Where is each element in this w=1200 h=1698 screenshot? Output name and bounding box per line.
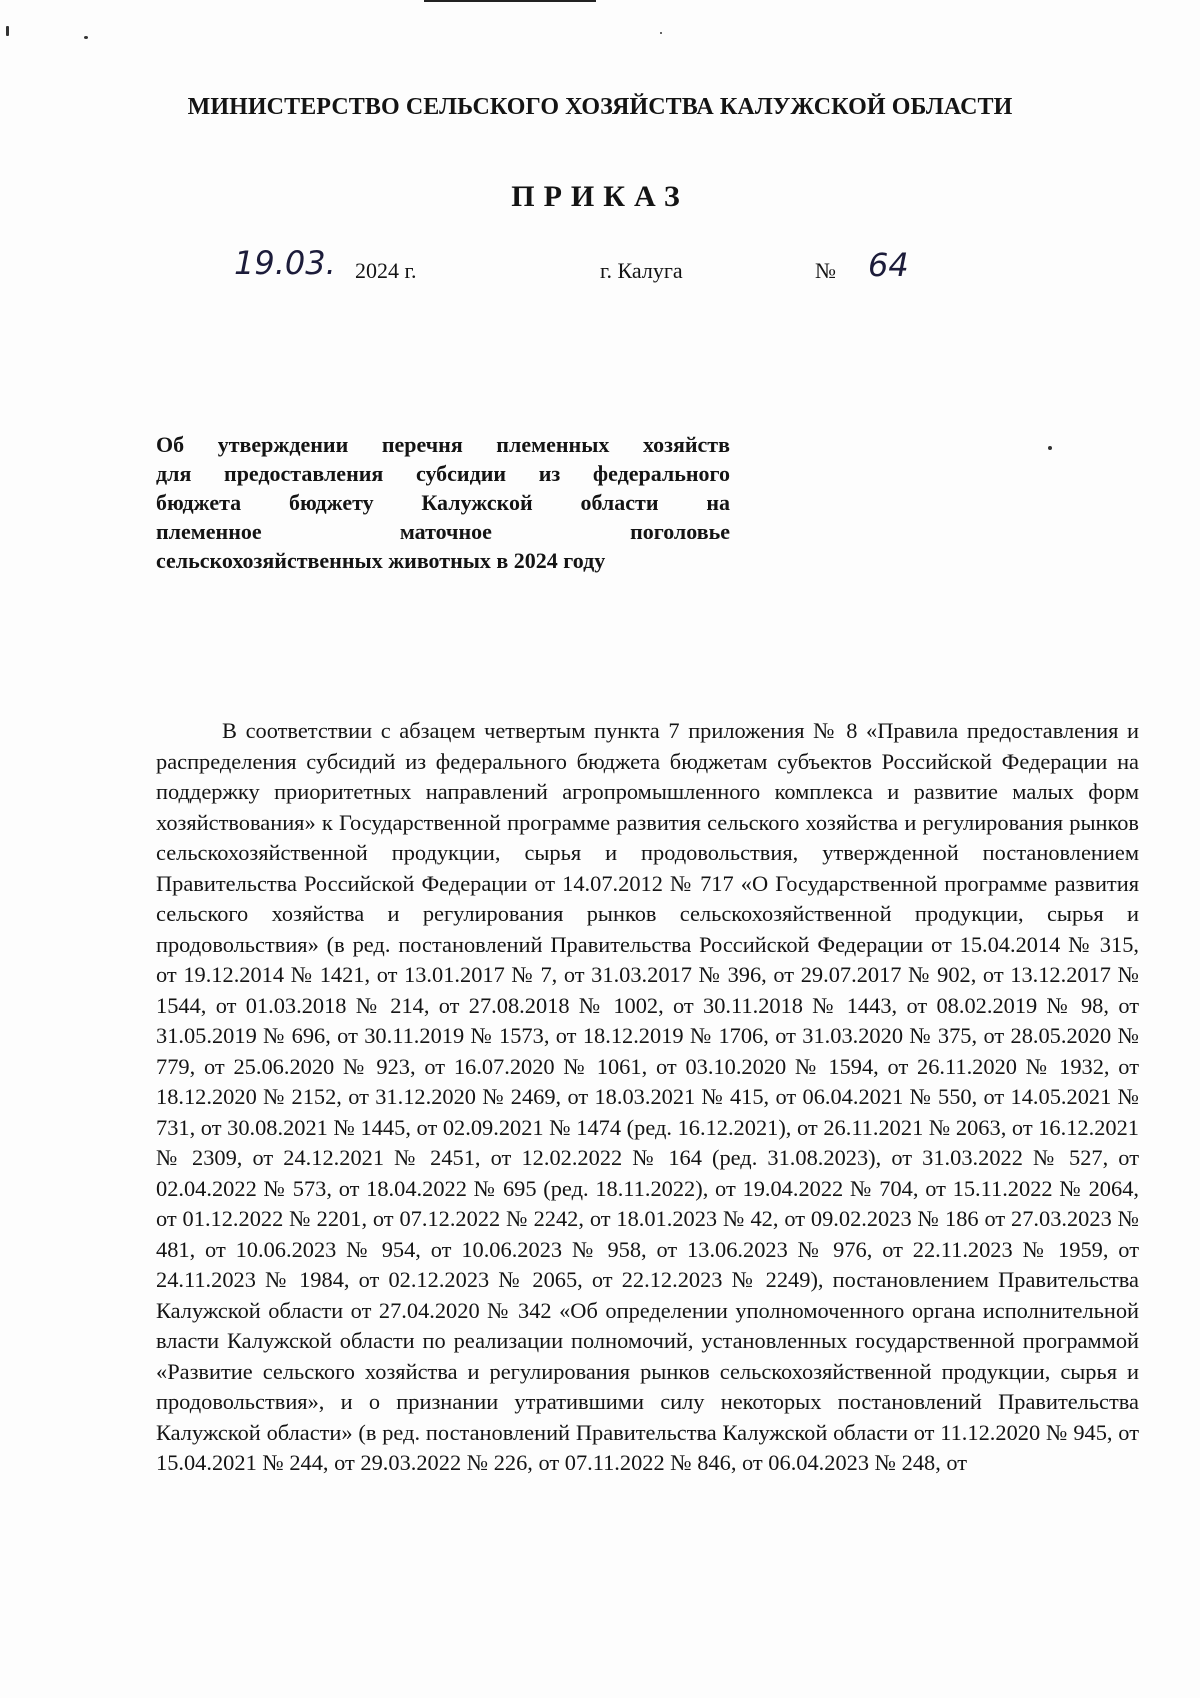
- scan-speck: [660, 32, 662, 34]
- document-subject: [156, 430, 730, 575]
- document-type-title: ПРИКАЗ: [511, 180, 689, 213]
- number-sign: №: [815, 258, 836, 283]
- subject-line: племенное маточное поголовье: [156, 519, 730, 544]
- document-year: 2024 г.: [355, 258, 417, 283]
- subject-line: для предоставления субсидии из федерального: [156, 461, 730, 486]
- top-rule: [424, 0, 596, 2]
- subject-line: Об утверждении перечня племенных хозяйств: [156, 432, 730, 457]
- scan-speck: [6, 26, 9, 36]
- subject-line: сельскохозяйственных животных в 2024 году: [156, 548, 606, 573]
- document-city: г. Калуга: [600, 258, 683, 283]
- ministry-name: МИНИСТЕРСТВО СЕЛЬСКОГО ХОЗЯЙСТВА КАЛУЖСКОЙ ОБЛАСТИ: [187, 94, 1013, 120]
- scan-speck: [1048, 446, 1052, 450]
- scan-speck: [84, 36, 88, 39]
- body-paragraph: В соответствии с абзацем четвертым пункта 7 приложения № 8 «Правила предоставления и распределения субсидий из федерального бюджета бюджетам субъектов Российской Федерации на поддержку приоритетных направлений агропромышленного комплекса и развитие малых форм хозяйствования» к Государственной программе развития сельского хозяйства и регулирования рынков сельскохозяйственной продукции, сырья и продовольствия, утвержденной постановлением Правительства Российской Федерации от 14.07.2012 № 717 «О Государственной программе развития сельского хозяйства и регулирования рынков сельскохозяйственной продукции, сырья и продовольствия» (в ред. постановлений Правительства Российской Федерации от 15.04.2014 № 315, от 19.12.2014 № 1421, от 13.01.2017 № 7, от 31.03.2017 № 396, от 29.07.2017 № 902, от 13.12.2017 № 1544, от 01.03.2018 № 214, от 27.08.2018 № 1002, от 30.11.2018 № 1443, от 08.02.2019 № 98, от 31.05.2019 № 696, от 30.11.2019 № 1573, от 18.12.2019 № 1706, от 31.03.2020 № 375, от 28.05.2020 № 779, от 25.06.2020 № 923, от 16.07.2020 № 1061, от 03.10.2020 № 1594, от 26.11.2020 № 1932, от 18.12.2020 № 2152, от 31.12.2020 № 2469, от 18.03.2021 № 415, от 06.04.2021 № 550, от 14.05.2021 № 731, от 30.08.2021 № 1445, от 02.09.2021 № 1474 (ред. 16.12.2021), от 26.11.2021 № 2063, от 16.12.2021 № 2309, от 24.12.2021 № 2451, от 12.02.2022 № 164 (ред. 31.08.2023), от 31.03.2022 № 527, от 02.04.2022 № 573, от 18.04.2022 № 695 (ред. 18.11.2022), от 19.04.2022 № 704, от 15.11.2022 № 2064, от 01.12.2022 № 2201, от 07.12.2022 № 2242, от 18.01.2023 № 42, от 09.02.2023 № 186 от 27.03.2023 № 481, от 10.06.2023 № 954, от 10.06.2023 № 958, от 13.06.2023 № 976, от 22.11.2023 № 1959, от 24.11.2023 № 1984, от 02.12.2023 № 2065, от 22.12.2023 № 2249), постановлением Правительства Калужской области от 27.04.2020 № 342 «Об определении уполномоченного органа исполнительной власти Калужской области по реализации полномочий, установленных государственной программой «Развитие сельского хозяйства и регулирования рынков сельскохозяйственной продукции, сырья и продовольствия», и о признании утратившими силу некоторых постановлений Правительства Калужской области» (в ред. постановлений Правительства Калужской области от 11.12.2020 № 945, от 15.04.2021 № 244, от 29.03.2022 № 226, от 07.11.2022 № 846, от 06.04.2023 № 248, от: [156, 718, 1139, 1475]
- handwritten-date: 19.03.: [234, 244, 336, 282]
- subject-line: бюджета бюджету Калужской области на: [156, 490, 730, 515]
- handwritten-number: 64: [868, 246, 909, 284]
